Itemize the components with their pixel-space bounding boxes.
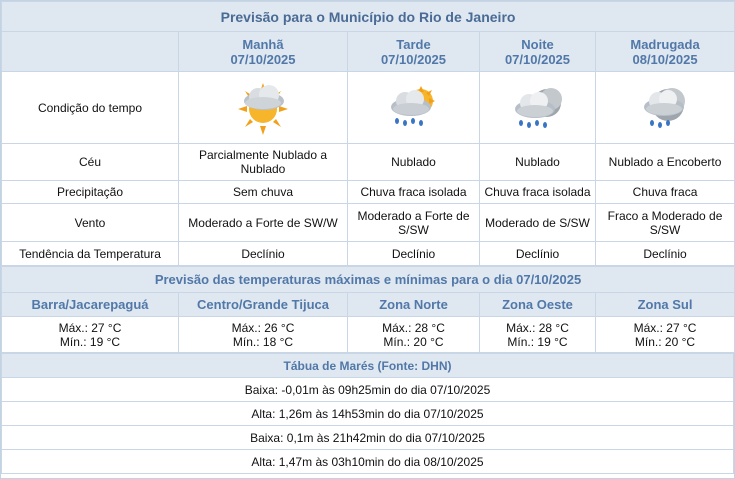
tide-entry: Alta: 1,47m às 03h10min do dia 08/10/2025 — [2, 450, 734, 474]
tide-entry: Baixa: 0,1m às 21h42min do dia 07/10/2025 — [2, 426, 734, 450]
min-temp: Mín.: 19 °C — [507, 334, 568, 349]
temperature-title: Previsão das temperaturas máximas e mínimas para o dia 07/10/2025 — [2, 267, 735, 293]
zone-temps — [596, 317, 735, 353]
cloud-sun-rain-icon — [383, 77, 445, 139]
max-temp: Máx.: 28 °C — [382, 320, 445, 335]
condition-cell-madrugada — [596, 72, 735, 144]
trend-cell: Declínio — [348, 242, 480, 266]
max-temp: Máx.: 27 °C — [58, 320, 122, 335]
precip-cell: Sem chuva — [179, 181, 348, 204]
tide-entry: Alta: 1,26m às 14h53min do dia 07/10/2025 — [2, 402, 734, 426]
zone-name: Zona Oeste — [480, 293, 596, 317]
trend-cell: Declínio — [596, 242, 735, 266]
wind-cell: Moderado a Forte de SW/W — [179, 204, 348, 242]
zone-temps — [2, 317, 179, 353]
sky-cell: Parcialmente Nublado a Nublado — [179, 144, 348, 181]
zone-name: Centro/Grande Tijuca — [179, 293, 348, 317]
trend-cell: Declínio — [179, 242, 348, 266]
zone-name: Barra/Jacarepaguá — [2, 293, 179, 317]
min-temp: Mín.: 20 °C — [383, 334, 444, 349]
precip-cell: Chuva fraca — [596, 181, 735, 204]
condition-label: Condição do tempo — [2, 72, 179, 144]
tide-entry: Baixa: -0,01m às 09h25min do dia 07/10/2025 — [2, 378, 734, 402]
period-name: Madrugada — [630, 36, 700, 52]
forecast-table — [1, 1, 735, 266]
period-date: 07/10/2025 — [380, 51, 447, 67]
zone-temps — [179, 317, 348, 353]
forecast-title: Previsão para o Município do Rio de Janeiro — [2, 2, 735, 32]
trend-cell: Declínio — [480, 242, 596, 266]
header-empty-cell — [2, 32, 179, 72]
tide-title: Tábua de Marés (Fonte: DHN) — [2, 354, 734, 378]
zone-name: Zona Norte — [348, 293, 480, 317]
precip-cell: Chuva fraca isolada — [480, 181, 596, 204]
sky-cell: Nublado — [480, 144, 596, 181]
min-temp: Mín.: 19 °C — [59, 334, 121, 349]
zone-name: Zona Sul — [596, 293, 735, 317]
tide-table — [1, 353, 734, 474]
sky-cell: Nublado a Encoberto — [596, 144, 735, 181]
condition-cell-noite — [480, 72, 596, 144]
period-header-tarde — [348, 32, 480, 72]
precip-label: Precipitação — [2, 181, 179, 204]
wind-cell: Fraco a Moderado de S/SW — [596, 204, 735, 242]
period-name: Noite — [521, 36, 554, 52]
min-temp: Mín.: 20 °C — [634, 334, 696, 349]
max-temp: Máx.: 26 °C — [231, 320, 295, 335]
temperature-table — [1, 266, 735, 353]
period-date: 07/10/2025 — [504, 51, 571, 67]
period-header-noite — [480, 32, 596, 72]
sky-cell: Nublado — [348, 144, 480, 181]
period-date: 08/10/2025 — [632, 51, 698, 67]
cloud-moon-rain-icon — [634, 77, 696, 139]
trend-label: Tendência da Temperatura — [2, 242, 179, 266]
zone-temps — [348, 317, 480, 353]
wind-cell: Moderado de S/SW — [480, 204, 596, 242]
precip-cell: Chuva fraca isolada — [348, 181, 480, 204]
wind-cell: Moderado a Forte de S/SW — [348, 204, 480, 242]
condition-cell-manha — [179, 72, 348, 144]
condition-cell-tarde — [348, 72, 480, 144]
sky-label: Céu — [2, 144, 179, 181]
max-temp: Máx.: 28 °C — [506, 320, 569, 335]
min-temp: Mín.: 18 °C — [232, 334, 294, 349]
period-header-madrugada — [596, 32, 735, 72]
zone-temps — [480, 317, 596, 353]
max-temp: Máx.: 27 °C — [633, 320, 697, 335]
partly-cloudy-sun-icon — [232, 77, 294, 139]
cloud-moon-rain-icon — [507, 77, 569, 139]
period-date: 07/10/2025 — [230, 51, 296, 67]
period-header-manha — [179, 32, 348, 72]
period-name: Tarde — [396, 36, 431, 52]
period-name: Manhã — [242, 36, 284, 52]
wind-label: Vento — [2, 204, 179, 242]
